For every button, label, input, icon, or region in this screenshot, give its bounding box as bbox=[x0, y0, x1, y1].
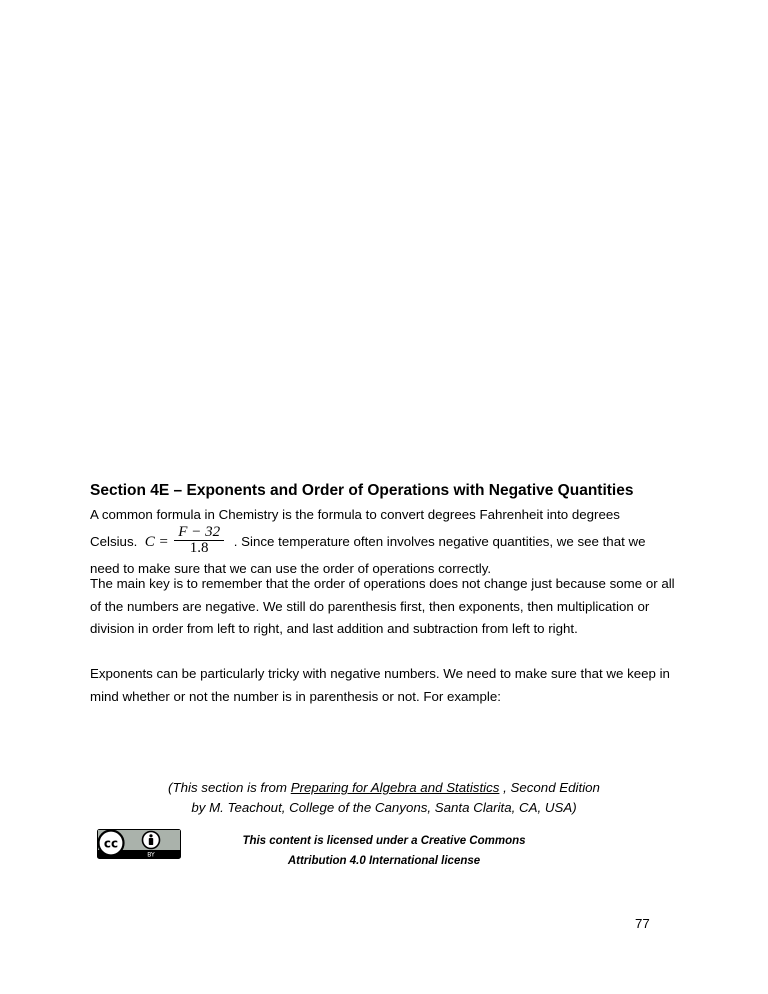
license-line2: Attribution 4.0 International license bbox=[287, 855, 481, 867]
celsius-lead: Celsius. bbox=[90, 533, 138, 549]
by-mark: BY bbox=[147, 851, 155, 859]
paragraph-formula-line3: need to make sure that we can use the order of operations correctly. bbox=[90, 560, 492, 576]
source-citation bbox=[0, 778, 768, 818]
formula-lhs: C = bbox=[144, 533, 169, 550]
source-suffix: , Second Edition bbox=[503, 780, 600, 795]
source-line2: by M. Teachout, College of the Canyons, Santa Clarita, CA, USA) bbox=[191, 800, 577, 815]
book-title-link[interactable]: Preparing for Algebra and Statistics bbox=[290, 780, 500, 795]
paragraph-formula-line1: A common formula in Chemistry is the formula to convert degrees Fahrenheit into degrees bbox=[90, 507, 620, 522]
paragraph-formula-line2 bbox=[90, 523, 680, 558]
license-line1: This content is licensed under a Creative Commons bbox=[242, 835, 526, 847]
paragraph-order-of-operations: The main key is to remember that the order of operations does not change just because some or all of the numbers are negative. We still do parenthesis first, then exponents, then multiplication or division in order from left to right, and last addition and subtraction from left to right. bbox=[90, 576, 675, 636]
cc-mark: cc bbox=[103, 836, 119, 851]
paragraph-exponents: Exponents can be particularly tricky with negative numbers. We need to make sure that we keep in mind whether or not the number is in parenthesis or not. For example: bbox=[90, 666, 670, 704]
formula-after-text: . Since temperature often involves negative quantities, we see that we bbox=[233, 533, 646, 549]
formula-denominator: 1.8 bbox=[189, 539, 209, 556]
section-heading: Section 4E – Exponents and Order of Operations with Negative Quantities bbox=[90, 482, 634, 499]
source-line1 bbox=[0, 778, 768, 798]
paragraph-formula bbox=[90, 504, 680, 580]
formula-numerator: F − 32 bbox=[174, 525, 224, 541]
license-text bbox=[0, 831, 768, 871]
celsius-formula-fraction bbox=[174, 525, 224, 556]
source-prefix: (This section is from bbox=[168, 780, 288, 795]
page-number: 77 bbox=[635, 916, 650, 931]
